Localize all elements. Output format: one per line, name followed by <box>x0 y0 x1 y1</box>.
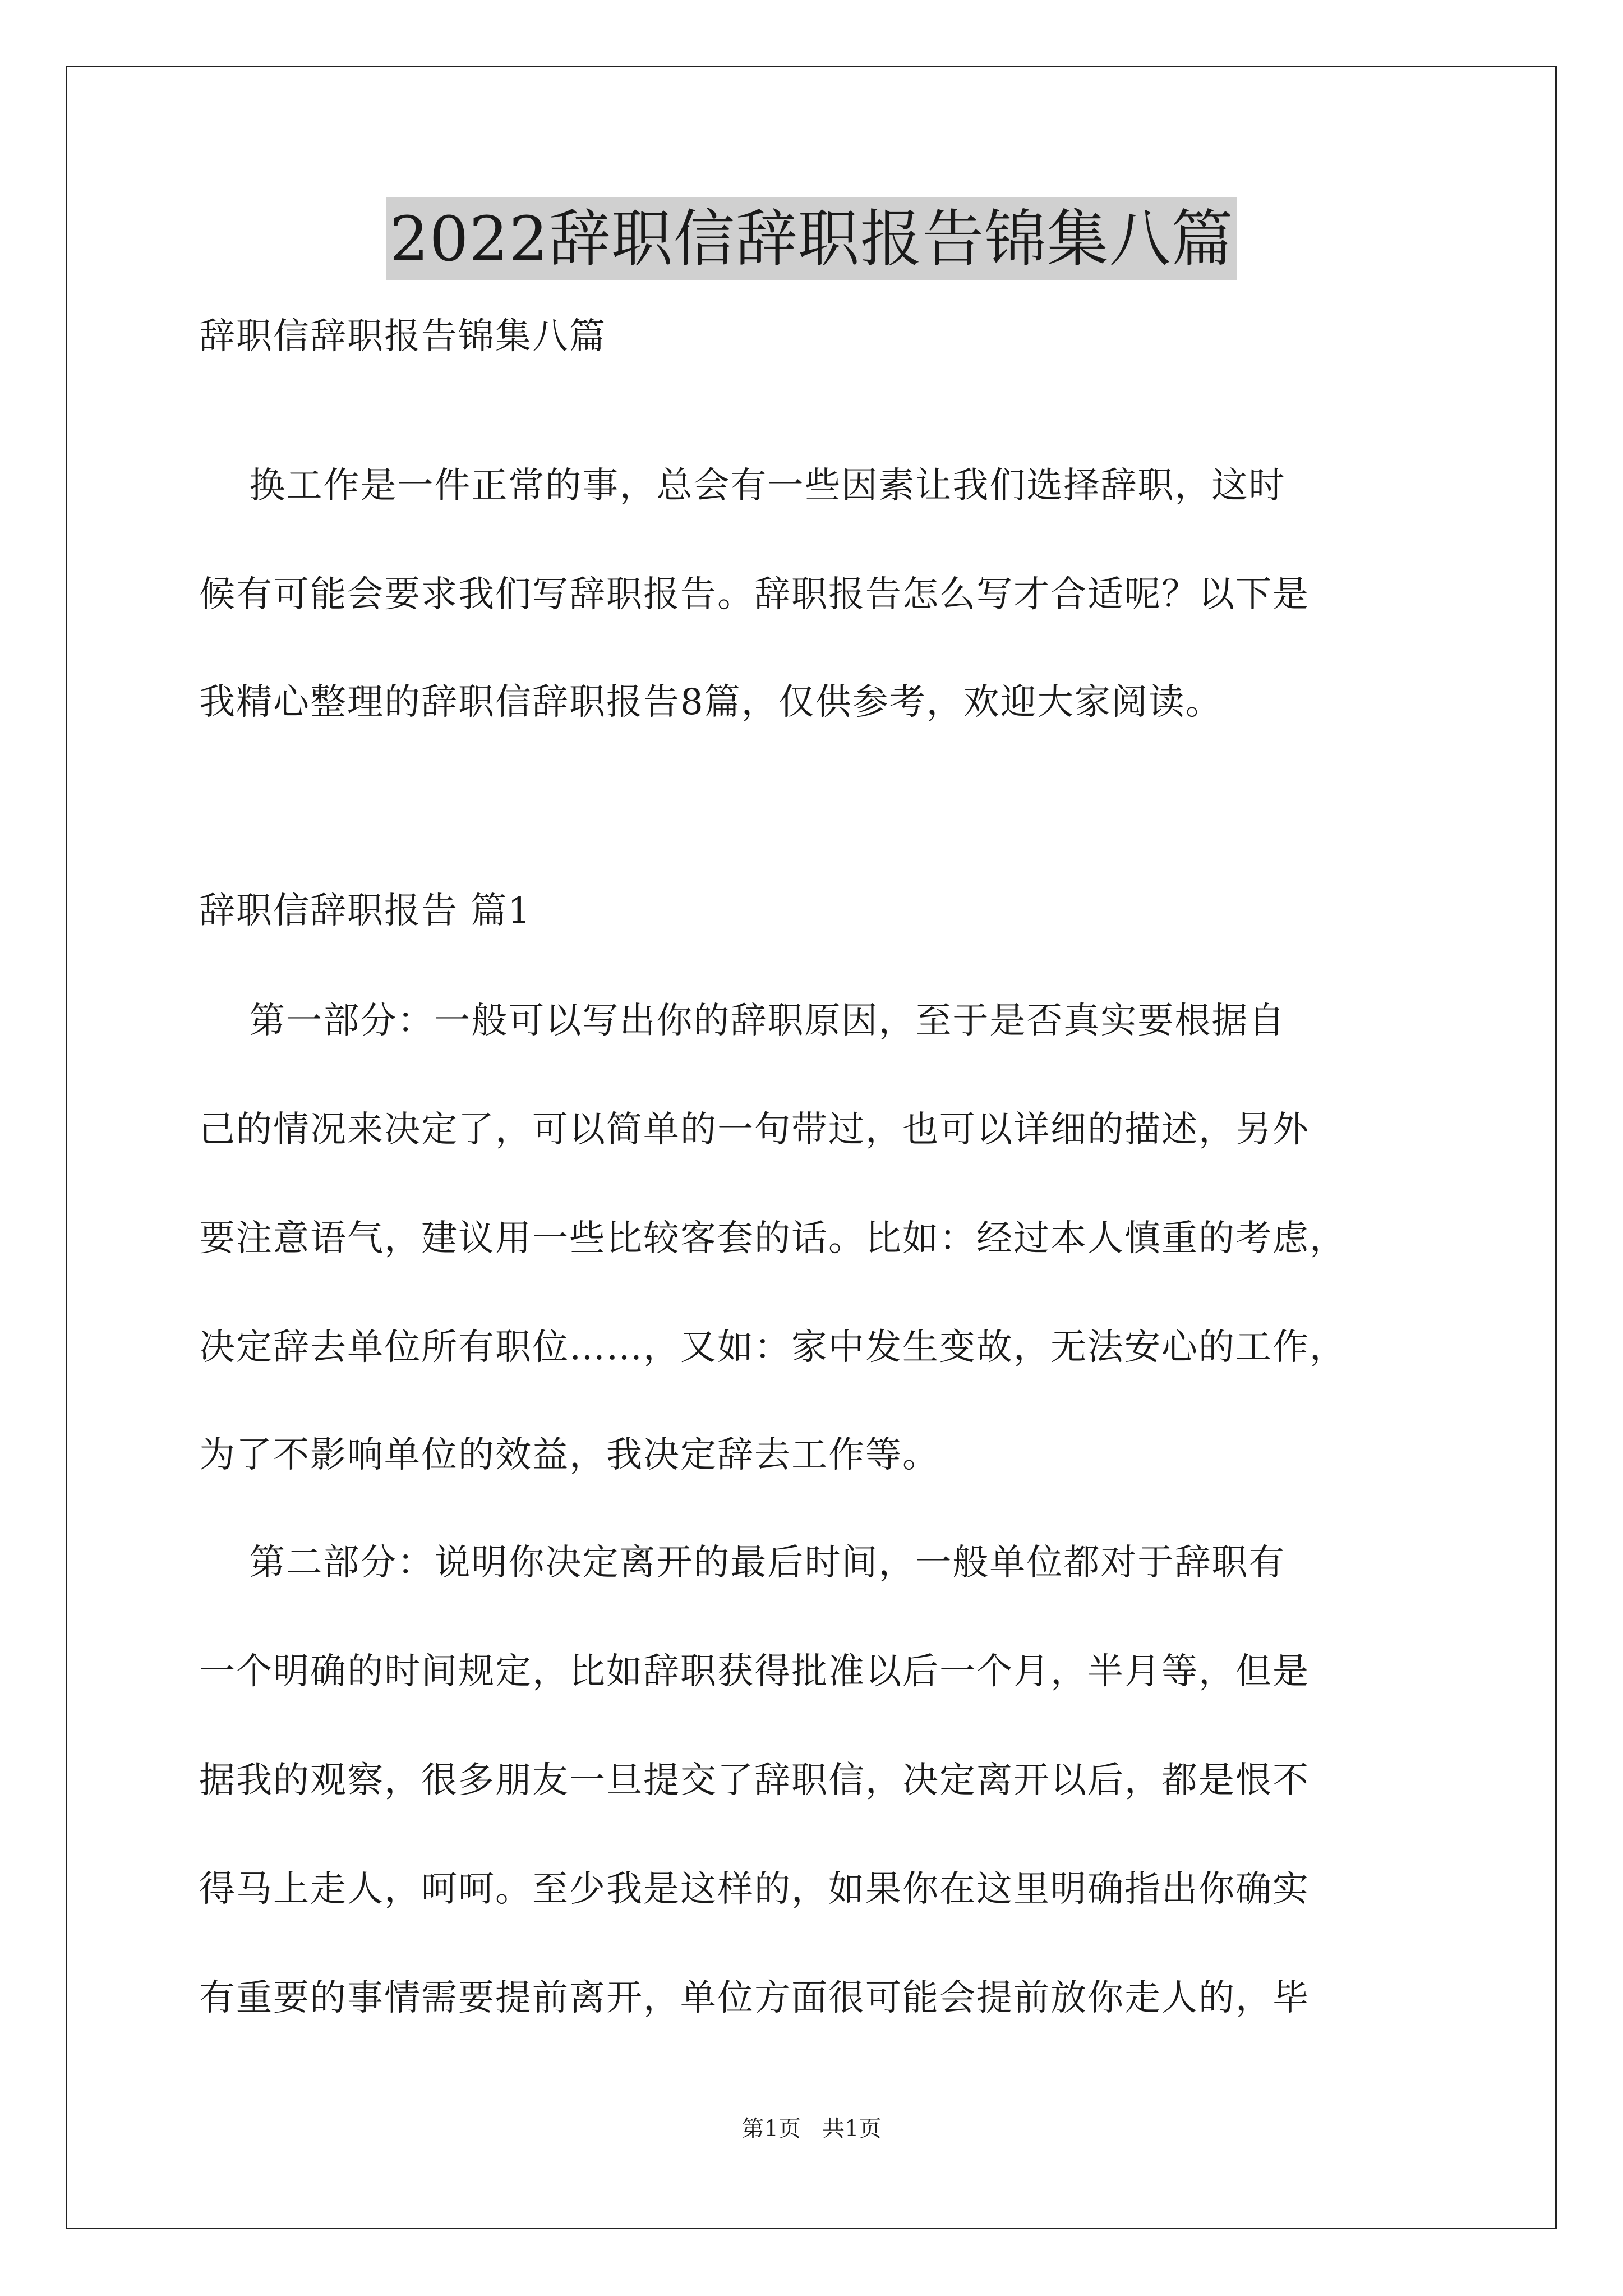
title-container <box>0 197 1623 280</box>
para2-line-5: 有重要的事情需要提前离开，单位方面很可能会提前放你走人的，毕 <box>199 1977 1310 2019</box>
para2-line-4: 得马上走人，呵呵。至少我是这样的，如果你在这里明确指出你确实 <box>199 1869 1310 1910</box>
document-title: 2022辞职信辞职报告锦集八篇 <box>386 197 1237 280</box>
page-number-footer: 第1页 共1页 <box>741 2116 882 2142</box>
para1-line-2: 己的情况来决定了，可以简单的一句带过，也可以详细的描述，另外 <box>199 1109 1310 1151</box>
para1-line-1: 第一部分：一般可以写出你的辞职原因，至于是否真实要根据自 <box>199 1000 1286 1042</box>
section-heading-1: 辞职信辞职报告 篇1 <box>199 890 532 932</box>
intro-line-3: 我精心整理的辞职信辞职报告8篇，仅供参考，欢迎大家阅读。 <box>199 682 1223 723</box>
para1-line-4: 决定辞去单位所有职位……，又如：家中发生变故，无法安心的工作， <box>199 1327 1347 1368</box>
para1-line-5: 为了不影响单位的效益，我决定辞去工作等。 <box>199 1434 939 1476</box>
para2-line-1: 第二部分：说明你决定离开的最后时间，一般单位都对于辞职有 <box>199 1542 1286 1584</box>
para1-line-3: 要注意语气，建议用一些比较客套的话。比如：经过本人慎重的考虑， <box>199 1218 1347 1259</box>
para2-line-2: 一个明确的时间规定，比如辞职获得批准以后一个月，半月等，但是 <box>199 1651 1310 1692</box>
para2-line-3: 据我的观察，很多朋友一旦提交了辞职信，决定离开以后，都是恨不 <box>199 1760 1310 1801</box>
subtitle-line: 辞职信辞职报告锦集八篇 <box>199 316 606 357</box>
intro-line-2: 候有可能会要求我们写辞职报告。辞职报告怎么写才合适呢？以下是 <box>199 574 1310 615</box>
intro-line-1: 换工作是一件正常的事，总会有一些因素让我们选择辞职，这时 <box>199 465 1286 507</box>
